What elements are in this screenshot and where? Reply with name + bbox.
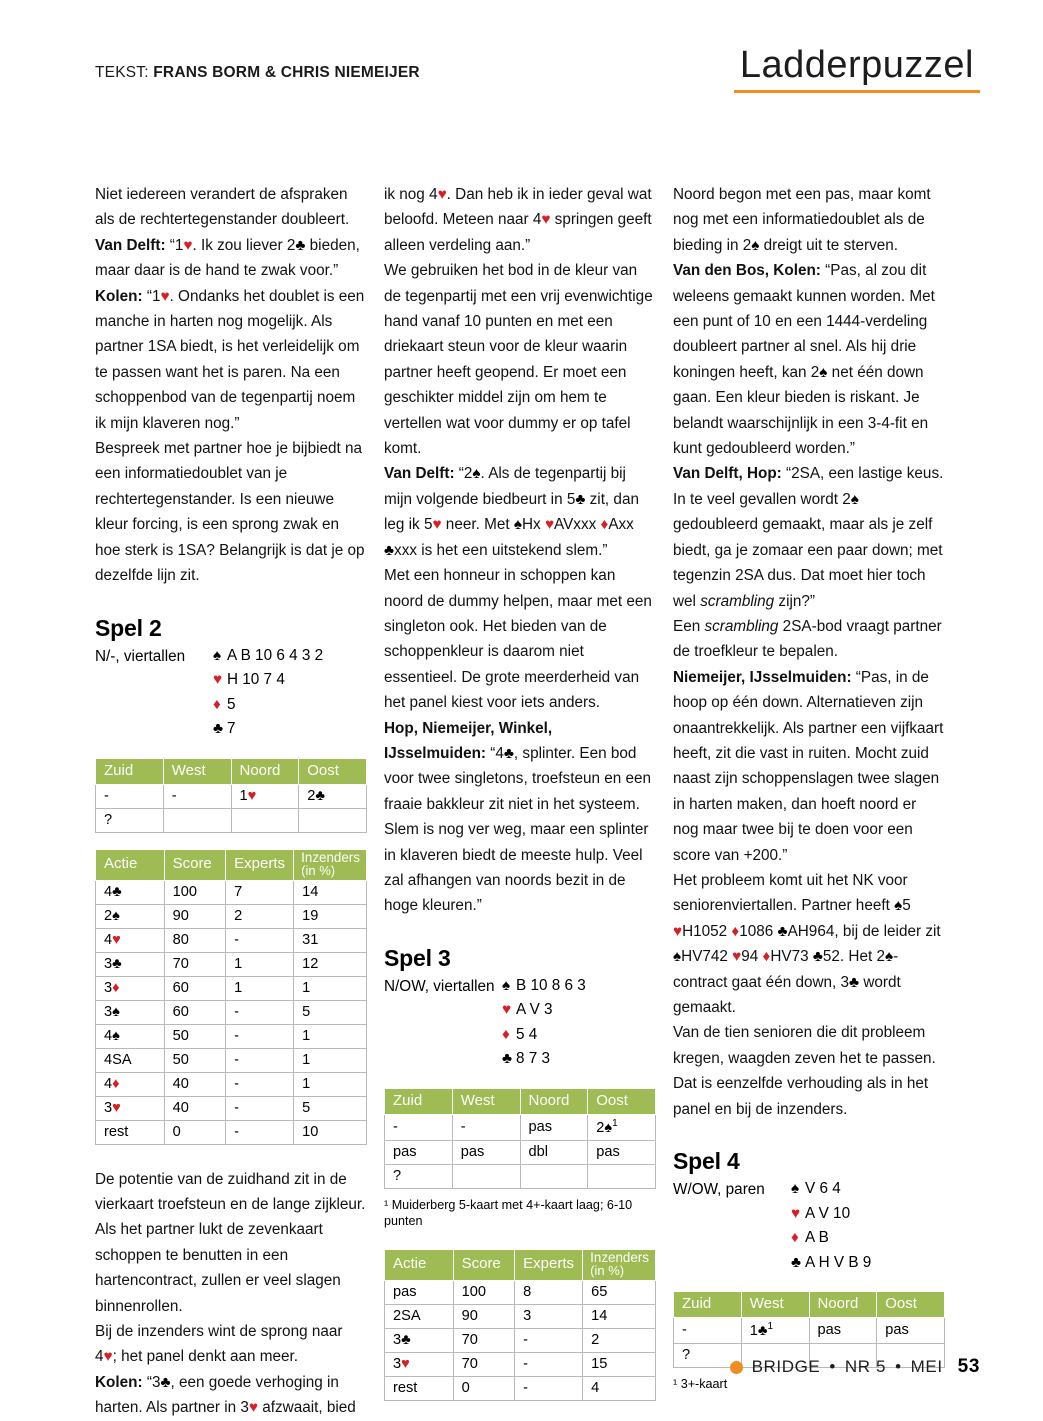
speaker-name: Van den Bos, Kolen:	[673, 262, 821, 280]
inzenders-cell: 10	[294, 1120, 367, 1144]
club-icon: ♣	[791, 1253, 802, 1271]
actie-cell: 4♦	[96, 1072, 165, 1096]
experts-cell: -	[226, 1024, 294, 1048]
table-row	[385, 1328, 656, 1352]
score-cell: 50	[164, 1048, 226, 1072]
inzenders-cell: 65	[583, 1280, 656, 1304]
spade-icon: ♠	[502, 976, 511, 994]
experts-cell: -	[515, 1352, 583, 1376]
speaker-name: Kolen:	[95, 287, 143, 305]
hand-diamonds: ♦ A B	[791, 1226, 871, 1251]
hand-hearts: ♥ A V 10	[791, 1202, 871, 1227]
col-header-zuid: Zuid	[385, 1088, 453, 1114]
col-header-noord: Noord	[520, 1088, 588, 1114]
paragraph	[673, 182, 945, 258]
bid-cell: -	[385, 1114, 453, 1140]
article-title-block	[734, 46, 980, 93]
paragraph	[673, 614, 945, 665]
bid-cell: 1♣$^1$	[741, 1318, 809, 1344]
title-underline-rule	[734, 90, 980, 93]
bid-cell: 2♠$^1$	[588, 1114, 656, 1140]
speaker-name: Niemeijer, IJsselmuiden:	[673, 668, 852, 686]
magazine-name: BRIDGE	[751, 1357, 821, 1376]
bidding-table-spel2	[95, 758, 367, 833]
hand-clubs: ♣ 7	[213, 717, 323, 742]
experts-cell: 1	[226, 952, 294, 976]
inzenders-cell: 4	[583, 1376, 656, 1400]
paragraph-text: “1♥. Ondanks het doublet is een manche in harten nog mogelijk. Als partner 1SA biedt, is het verleidelijk om te passen want het is paren. Na een schoppenbod van de tegenpartij noem ik mijn klaveren nog.”	[95, 287, 365, 432]
col-header-actie: Actie	[385, 1249, 454, 1280]
club-icon: ♣	[502, 1050, 513, 1068]
speaker-name: Kolen:	[95, 1373, 143, 1391]
paragraph	[95, 1167, 367, 1319]
table-row	[674, 1318, 945, 1344]
table-header-row	[385, 1088, 656, 1114]
deal-meta: N/-, viertallen	[95, 647, 186, 665]
experts-cell: -	[226, 1000, 294, 1024]
col-header-score: Score	[164, 849, 226, 880]
actie-cell: 4♠	[96, 1024, 165, 1048]
spade-icon: ♠	[213, 646, 222, 664]
paragraph	[95, 284, 367, 436]
experts-cell: -	[226, 1072, 294, 1096]
speaker-name: Van Delft:	[384, 465, 455, 483]
col-header-west: West	[452, 1088, 520, 1114]
deal-hand-spel2	[95, 644, 367, 742]
bid-cell: -	[96, 784, 164, 808]
score-cell: 60	[164, 976, 226, 1000]
inzenders-cell: 1	[294, 1048, 367, 1072]
hand-cards	[213, 644, 323, 742]
speaker-name: Van Delft:	[95, 236, 166, 254]
spade-icon: ♠	[791, 1180, 800, 1198]
score-cell: 90	[453, 1304, 515, 1328]
col-header-noord: Noord	[231, 758, 299, 784]
table-row	[385, 1376, 656, 1400]
hand-cards	[502, 974, 586, 1072]
page-title: Ladderpuzzel	[739, 44, 974, 86]
actie-cell: 3♦	[96, 976, 165, 1000]
actie-cell: 4♣	[96, 880, 165, 904]
paragraph	[95, 182, 367, 233]
bid-cell: ?	[96, 808, 164, 832]
separator-dot: •	[829, 1357, 836, 1376]
inzenders-cell: 2	[583, 1328, 656, 1352]
table-row	[96, 808, 367, 832]
paragraph-text: We gebruiken het bod in de kleur van de tegenpartij met een vrij evenwichtige hand vanaf 10 punten en met een driekaart steun voor de kleur waarin partner heeft geopend. Er moet een geschikter middel zijn om hem te vertellen wat voor dummy er op tafel komt.	[384, 262, 653, 458]
paragraph-text: ik nog 4♥. Dan heb ik in ieder geval wat beloofd. Meteen naar 4♥ springen geeft alleen verdeling aan.”	[384, 186, 652, 254]
score-table-spel3	[384, 1249, 656, 1401]
paragraph	[673, 665, 945, 868]
paragraph-text: “1♥. Ik zou liever 2♣ bieden, maar daar is de hand te zwak voor.”	[95, 236, 360, 280]
byline	[95, 64, 420, 82]
actie-cell: 2SA	[385, 1304, 454, 1328]
experts-cell: -	[226, 1120, 294, 1144]
score-cell: 0	[453, 1376, 515, 1400]
paragraph-text: Van de tien senioren die dit probleem kregen, waagden zeven het te passen. Dat is eenzelfde verhouding als in het panel en bij de inzenders.	[673, 1024, 936, 1118]
table-header-row	[385, 1249, 656, 1280]
col-header-zuid: Zuid	[96, 758, 164, 784]
hand-clubs: ♣ A H V B 9	[791, 1251, 871, 1276]
heart-icon: ♥	[791, 1204, 801, 1222]
paragraph-text: Een scrambling 2SA-bod vraagt partner de troefkleur te bepalen.	[673, 617, 942, 661]
experts-cell: -	[515, 1376, 583, 1400]
table-header-row	[96, 849, 367, 880]
speaker-name: Hop, Niemeijer, Winkel, IJsselmuiden:	[384, 719, 553, 762]
table-row	[96, 880, 367, 904]
table-row	[96, 1000, 367, 1024]
paragraph	[95, 233, 367, 284]
col-header-west: West	[163, 758, 231, 784]
paragraph	[95, 1319, 367, 1370]
page-header	[0, 0, 1043, 120]
table-row	[96, 784, 367, 808]
paragraph-text: Het probleem komt uit het NK voor seniorenviertallen. Partner heeft ♠5 ♥H1052 ♦1086 ♣AH964, bij de leider zit ♠HV742 ♥94 ♦HV73 ♣52. Het 2♠-contract gaat één down, 3♣ wordt gemaakt.	[673, 871, 941, 1016]
footnote-marker: 1	[767, 1321, 774, 1333]
experts-cell: 7	[226, 880, 294, 904]
table-row	[385, 1114, 656, 1140]
bid-cell	[452, 1164, 520, 1188]
score-cell: 40	[164, 1072, 226, 1096]
score-cell: 90	[164, 904, 226, 928]
score-cell: 70	[453, 1328, 515, 1352]
actie-cell: 3♥	[385, 1352, 454, 1376]
heart-icon: ♥	[502, 1001, 512, 1019]
table-row	[96, 1096, 367, 1120]
bid-cell: ?	[674, 1343, 742, 1367]
byline-authors: FRANS BORM & CHRIS NIEMEIJER	[153, 64, 420, 81]
hand-cards	[791, 1177, 871, 1275]
bid-cell: -	[452, 1114, 520, 1140]
col-header-inzenders: Inzenders (in %)	[583, 1249, 656, 1280]
col-header-experts: Experts	[226, 849, 294, 880]
inzenders-cell: 15	[583, 1352, 656, 1376]
experts-cell: 2	[226, 904, 294, 928]
paragraph	[384, 563, 656, 715]
col-header-west: West	[741, 1292, 809, 1318]
paragraph-text: “Pas, in de hoop op één down. Alternatieven zijn onaantrekkelijk. Als partner een vijfkaart heeft, zit die vast in ruiten. Mocht zuid naast zijn schoppenslagen twee slagen in harten maken, dan hoeft noord er nog maar twee bij te doen voor een score van +200.”	[673, 668, 944, 864]
bid-cell: pas	[809, 1318, 877, 1344]
club-icon: ♣	[213, 720, 224, 737]
footnote-spel4: ¹ 3+-kaart	[673, 1376, 728, 1391]
hand-spades: ♠ A B 10 6 4 3 2	[213, 644, 323, 669]
table-row	[96, 976, 367, 1000]
table-row	[96, 928, 367, 952]
paragraph-text: Bij de inzenders wint de sprong naar 4♥; het panel denkt aan meer.	[95, 1322, 343, 1366]
actie-cell: 3♥	[96, 1096, 165, 1120]
deal-hand-spel3	[384, 974, 656, 1072]
paragraph-text: Bespreek met partner hoe je bijbiedt na een informatiedoublet van je rechtertegenstander. Is een nieuwe kleur forcing, is een sprong zwak en hoe sterk is 1SA? Belangrijk is dat je op dezelfde lijn zit.	[95, 440, 365, 585]
bid-cell: pas	[385, 1140, 453, 1164]
table-header-row	[674, 1292, 945, 1318]
bid-cell: pas	[452, 1140, 520, 1164]
table-row	[96, 1072, 367, 1096]
col-header-oost: Oost	[299, 758, 367, 784]
table-row	[385, 1352, 656, 1376]
bid-cell: pas	[520, 1114, 588, 1140]
table-row	[385, 1304, 656, 1328]
experts-cell: -	[226, 928, 294, 952]
bid-cell: 1♥	[231, 784, 299, 808]
score-cell: 50	[164, 1024, 226, 1048]
col-header-zuid: Zuid	[674, 1292, 742, 1318]
hand-hearts: ♥ A V 3	[502, 998, 586, 1023]
paragraph	[95, 436, 367, 588]
score-cell: 100	[453, 1280, 515, 1304]
paragraph	[673, 1020, 945, 1122]
bid-cell: pas	[877, 1318, 945, 1344]
actie-cell: 3♠	[96, 1000, 165, 1024]
diamond-icon: ♦	[502, 1025, 510, 1043]
paragraph-text: “3♣, een goede verhoging in harten. Als partner in 3♥ afzwaait, bied	[95, 1373, 356, 1417]
experts-cell: -	[226, 1096, 294, 1120]
actie-cell: rest	[385, 1376, 454, 1400]
paragraph-text: “Pas, al zou dit weleens gemaakt kunnen worden. Met een punt of 10 en een 1444-verdeling doubleert partner al snel. Als hij drie koningen heeft, kan 2♠ net één down gaan. Een kleur bieden is riskant. Je belandt waarschijnlijk in een 3-4-fit en kunt gedoubleerd worden.”	[673, 262, 935, 458]
experts-cell: -	[515, 1328, 583, 1352]
diamond-icon: ♦	[213, 695, 221, 713]
inzenders-cell: 1	[294, 1024, 367, 1048]
score-cell: 60	[164, 1000, 226, 1024]
paragraph-text: “2SA, een lastige keus. In te veel gevallen wordt 2♠ gedoubleerd gemaakt, maar als je zelf biedt, ga je zomaar een paar down; met tegenzin 2SA dus. Dat moet hier toch wel scrambling zijn?”	[673, 465, 944, 610]
experts-cell: 3	[515, 1304, 583, 1328]
table-row	[96, 904, 367, 928]
diamond-icon: ♦	[791, 1229, 799, 1247]
paragraph	[673, 868, 945, 1020]
col-header-oost: Oost	[877, 1292, 945, 1318]
col-header-noord: Noord	[809, 1292, 877, 1318]
column-three	[673, 182, 945, 1392]
col-header-experts: Experts	[515, 1249, 583, 1280]
hand-spades: ♠ B 10 8 6 3	[502, 974, 586, 999]
hand-diamonds: ♦ 5 4	[502, 1023, 586, 1048]
hand-spades: ♠ V 6 4	[791, 1177, 871, 1202]
paragraph-text: De potentie van de zuidhand zit in de vierkaart troefsteun en de lange zijkleur. Als het partner lukt de zevenkaart schoppen te benutten in een hartencontract, zullen er veel slagen binnenrollen.	[95, 1170, 366, 1315]
bidding-table-spel3	[384, 1088, 656, 1189]
score-cell: 100	[164, 880, 226, 904]
deal-heading-spel4: Spel 4	[673, 1148, 740, 1175]
actie-cell: pas	[385, 1280, 454, 1304]
paragraph	[384, 716, 656, 919]
table-row	[96, 1048, 367, 1072]
inzenders-cell: 1	[294, 976, 367, 1000]
col-header-score: Score	[453, 1249, 515, 1280]
score-cell: 70	[164, 952, 226, 976]
actie-cell: 3♣	[96, 952, 165, 976]
paragraph	[384, 258, 656, 461]
bid-cell: -	[674, 1318, 742, 1344]
deal-heading-spel2: Spel 2	[95, 614, 162, 641]
experts-cell: 1	[226, 976, 294, 1000]
footnote-marker: 1	[612, 1117, 618, 1129]
actie-cell: rest	[96, 1120, 165, 1144]
deal-heading-spel3: Spel 3	[384, 944, 451, 971]
actie-cell: 4SA	[96, 1048, 165, 1072]
bid-cell: 2♣	[299, 784, 367, 808]
score-cell: 40	[164, 1096, 226, 1120]
bid-cell	[520, 1164, 588, 1188]
actie-cell: 2♠	[96, 904, 165, 928]
page-number: 53	[957, 1356, 980, 1377]
inzenders-cell: 19	[294, 904, 367, 928]
paragraph-text: Met een honneur in schoppen kan noord de dummy helpen, maar met een singleton ook. Het bieden van de schoppenkleur is daarom niet essentieel. De grote meerderheid van het panel kiest voor iets anders.	[384, 567, 652, 712]
inzenders-cell: 14	[583, 1304, 656, 1328]
table-row	[96, 1024, 367, 1048]
bid-cell: -	[163, 784, 231, 808]
deal-hand-spel4	[673, 1177, 945, 1275]
bid-cell: ?	[385, 1164, 453, 1188]
inzenders-cell: 5	[294, 1000, 367, 1024]
paragraph-text: Noord begon met een pas, maar komt nog met een informatiedoublet als de bieding in 2♠ dreigt uit te sterven.	[673, 186, 931, 254]
inzenders-cell: 14	[294, 880, 367, 904]
hand-hearts: ♥ H 10 7 4	[213, 668, 323, 693]
inzenders-cell: 12	[294, 952, 367, 976]
paragraph	[384, 182, 656, 258]
heart-icon: ♥	[213, 671, 223, 688]
separator-dot: •	[895, 1357, 902, 1376]
score-cell: 0	[164, 1120, 226, 1144]
inzenders-cell: 1	[294, 1072, 367, 1096]
column-one	[95, 182, 367, 1421]
footnote-spel3: ¹ Muiderberg 5-kaart met 4+-kaart laag; 6-10 punten	[384, 1197, 633, 1228]
col-header-oost: Oost	[588, 1088, 656, 1114]
hand-clubs: ♣ 8 7 3	[502, 1047, 586, 1072]
column-two	[384, 182, 656, 1401]
col-header-actie: Actie	[96, 849, 165, 880]
byline-prefix: TEKST:	[95, 64, 149, 81]
paragraph	[384, 461, 656, 563]
hand-diamonds: ♦ 5	[213, 693, 323, 718]
issue-number: NR 5	[844, 1357, 887, 1376]
paragraph	[95, 1370, 367, 1421]
score-table-spel2	[95, 849, 367, 1145]
experts-cell: 8	[515, 1280, 583, 1304]
bid-cell	[163, 808, 231, 832]
bid-cell	[299, 808, 367, 832]
paragraph-text: Niet iedereen verandert de afspraken als de rechtertegenstander doubleert.	[95, 186, 350, 229]
paragraph	[673, 461, 945, 613]
bid-cell	[231, 808, 299, 832]
bid-cell: dbl	[520, 1140, 588, 1164]
bid-cell	[588, 1164, 656, 1188]
deal-meta: N/OW, viertallen	[384, 977, 495, 995]
score-cell: 80	[164, 928, 226, 952]
paragraph-text: “4♣, splinter. Een bod voor twee singletons, troefsteun en een fraaie bakkleur zit niet in het systeem. Slem is nog ver weg, maar een splinter in klaveren biedt de meeste hulp. Veel zal afhangen van noords bezit in de hoge kleuren.”	[384, 744, 652, 915]
deal-meta: W/OW, paren	[673, 1181, 765, 1199]
experts-cell: -	[226, 1048, 294, 1072]
paragraph	[673, 258, 945, 461]
orange-dot-icon	[730, 1361, 743, 1374]
inzenders-cell: 5	[294, 1096, 367, 1120]
col-header-inzenders: Inzenders (in %)	[294, 849, 367, 880]
actie-cell: 3♣	[385, 1328, 454, 1352]
table-row	[385, 1280, 656, 1304]
actie-cell: 4♥	[96, 928, 165, 952]
table-row	[96, 952, 367, 976]
inzenders-cell: 31	[294, 928, 367, 952]
table-header-row	[96, 758, 367, 784]
page-footer	[730, 1356, 980, 1378]
paragraph-text: “2♠. Als de tegenpartij bij mijn volgende biedbeurt in 5♣ zit, dan leg ik 5♥ neer. Met ♠Hx ♥AVxxx ♦Axx ♣xxx is het een uitstekend slem.”	[384, 465, 639, 559]
issue-month: MEI	[910, 1357, 943, 1376]
bid-cell: pas	[588, 1140, 656, 1164]
score-cell: 70	[453, 1352, 515, 1376]
table-row	[96, 1120, 367, 1144]
speaker-name: Van Delft, Hop:	[673, 465, 782, 483]
table-row	[385, 1140, 656, 1164]
table-row	[385, 1164, 656, 1188]
